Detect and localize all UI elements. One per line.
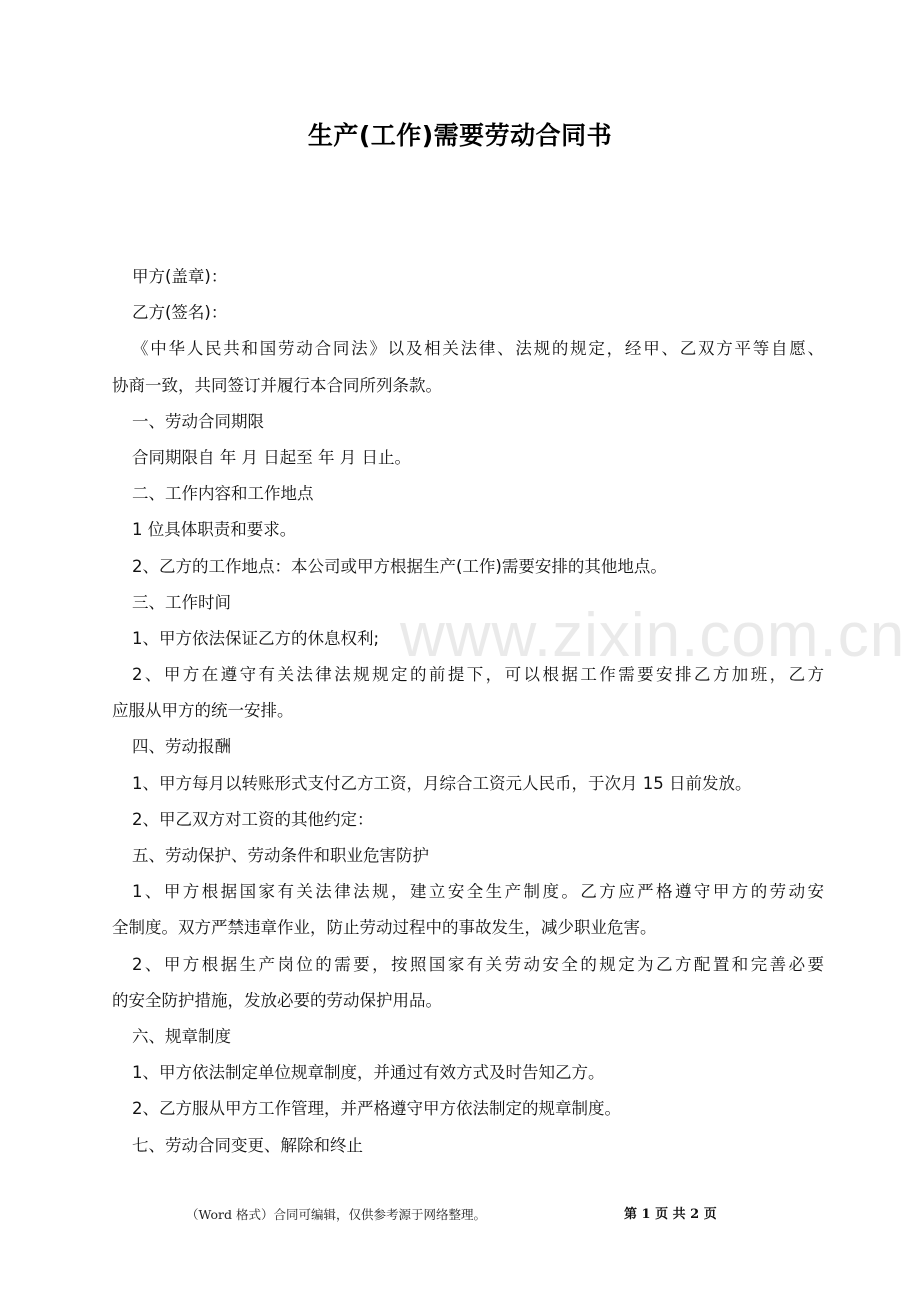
section-heading-4: 四、劳动报酬 — [132, 737, 231, 757]
clause-2-1: 1 位具体职责和要求。 — [132, 520, 297, 540]
clause-4-1: 1、甲方每月以转账形式支付乙方工资，月综合工资元人民币，于次月 15 日前发放。 — [132, 773, 752, 793]
footer-note: （Word 格式）合同可编辑，仅供参考源于网络整理。 — [186, 1207, 486, 1222]
preamble-line-2: 协商一致，共同签订并履行本合同所列条款。 — [112, 375, 442, 395]
clause-2-2: 2、乙方的工作地点：本公司或甲方根据生产(工作)需要安排的其他地点。 — [132, 556, 667, 576]
clause-3-1: 1、甲方依法保证乙方的休息权利; — [132, 628, 380, 648]
clause-3-2-line-2: 应服从甲方的统一安排。 — [112, 701, 294, 721]
clause-5-2-line-1: 2、甲方根据生产岗位的需要，按照国家有关劳动安全的规定为乙方配置和完善必要 — [132, 954, 824, 974]
clause-6-2: 2、乙方服从甲方工作管理，并严格遵守甲方依法制定的规章制度。 — [132, 1099, 621, 1119]
section-heading-3: 三、工作时间 — [132, 592, 231, 612]
page-number: 第 1 页 共 2 页 — [624, 1207, 717, 1222]
party-b-line: 乙方(签名)： — [132, 303, 228, 323]
watermark-text: www.zixin.com.cn — [400, 601, 906, 670]
clause-5-1-line-2: 全制度。双方严禁违章作业，防止劳动过程中的事故发生，减少职业危害。 — [112, 918, 657, 938]
section-heading-2: 二、工作内容和工作地点 — [132, 484, 314, 504]
document-body — [112, 259, 824, 1164]
preamble-line-1: 《中华人民共和国劳动合同法》以及相关法律、法规的规定，经甲、乙双方平等自愿、 — [132, 339, 824, 359]
clause-3-2-line-1: 2、甲方在遵守有关法律法规规定的前提下，可以根据工作需要安排乙方加班，乙方 — [132, 665, 824, 685]
section-heading-5: 五、劳动保护、劳动条件和职业危害防护 — [132, 846, 429, 865]
document-title: 生产(工作)需要劳动合同书 — [307, 121, 613, 150]
clause-5-1-line-1: 1、甲方根据国家有关法律法规，建立安全生产制度。乙方应严格遵守甲方的劳动安 — [132, 882, 824, 902]
section-heading-1: 一、劳动合同期限 — [132, 411, 264, 431]
party-a-line: 甲方(盖章)： — [132, 267, 228, 286]
clause-5-2-line-2: 的安全防护措施，发放必要的劳动保护用品。 — [112, 990, 442, 1010]
section-heading-6: 六、规章制度 — [132, 1026, 231, 1046]
clause-6-1: 1、甲方依法制定单位规章制度，并通过有效方式及时告知乙方。 — [132, 1063, 605, 1083]
clause-4-2: 2、甲乙双方对工资的其他约定： — [132, 809, 374, 829]
contract-term-line: 合同期限自 年 月 日起至 年 月 日止。 — [132, 447, 411, 467]
section-heading-7: 七、劳动合同变更、解除和终止 — [132, 1135, 363, 1155]
